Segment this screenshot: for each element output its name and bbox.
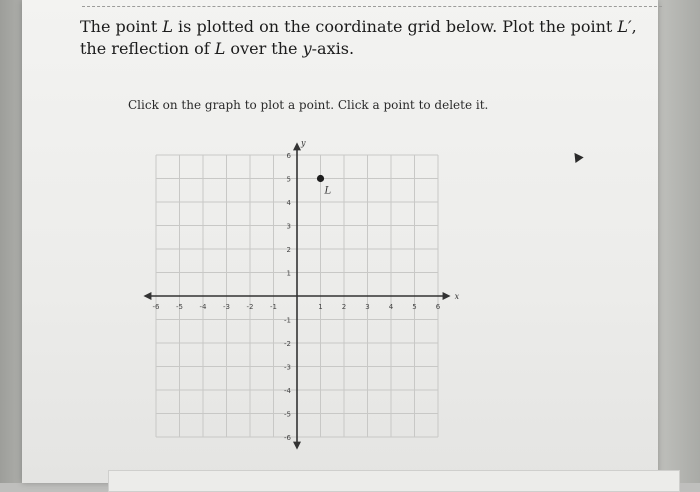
answer-box (108, 470, 680, 492)
mouse-cursor-icon (570, 150, 583, 163)
x-tick-label: 5 (412, 303, 417, 311)
y-axis-down-arrow-icon (293, 442, 301, 450)
question-text (80, 16, 660, 60)
y-axis-label: y (301, 138, 306, 148)
x-tick-label: -5 (176, 303, 183, 311)
y-tick-label: 6 (286, 152, 291, 160)
point-label: L (324, 185, 332, 197)
question-part: -axis. (311, 39, 355, 58)
instructions-text: Click on the graph to plot a point. Click a point to delete it. (128, 98, 489, 112)
y-tick-label: 1 (286, 269, 291, 278)
question-var: L′ (617, 17, 632, 36)
question-part: , the reflection of (80, 17, 637, 58)
y-axis-up-arrow-icon (293, 142, 301, 150)
x-tick-label: -1 (270, 303, 277, 311)
x-axis-label: x (454, 292, 460, 301)
x-tick-label: 6 (435, 303, 441, 311)
x-tick-label: -2 (246, 303, 254, 311)
question-part: The point (80, 17, 163, 36)
question-part: is plotted on the coordinate grid below. Plot the point (172, 17, 618, 36)
question-part: over the (225, 39, 303, 58)
coordinate-grid[interactable] (152, 128, 486, 450)
y-tick-label: 3 (286, 222, 291, 231)
y-tick-label: -4 (284, 387, 291, 395)
x-axis-left-arrow-icon (143, 292, 151, 300)
x-tick-label: -4 (199, 303, 207, 311)
y-tick-label: -1 (284, 316, 291, 325)
x-tick-label: -3 (223, 303, 230, 311)
y-tick-label: -2 (284, 340, 291, 348)
y-tick-label: -6 (284, 434, 291, 442)
question-var: y (302, 39, 312, 58)
x-tick-label: 1 (318, 303, 323, 311)
x-axis-right-arrow-icon (443, 292, 451, 300)
question-var: L (162, 17, 173, 36)
y-tick-label: 5 (286, 175, 291, 184)
question-page (22, 0, 658, 483)
y-tick-label: 2 (286, 246, 291, 254)
page-divider (82, 6, 662, 7)
x-tick-label: -6 (152, 303, 160, 311)
x-tick-label: 2 (341, 303, 347, 311)
plotted-point[interactable] (317, 175, 324, 182)
x-tick-label: 4 (388, 303, 394, 311)
x-tick-label: 3 (365, 303, 370, 311)
y-tick-label: -3 (284, 363, 291, 372)
y-tick-label: 4 (286, 199, 291, 207)
question-var: L (214, 39, 226, 58)
y-tick-label: -5 (284, 410, 291, 419)
